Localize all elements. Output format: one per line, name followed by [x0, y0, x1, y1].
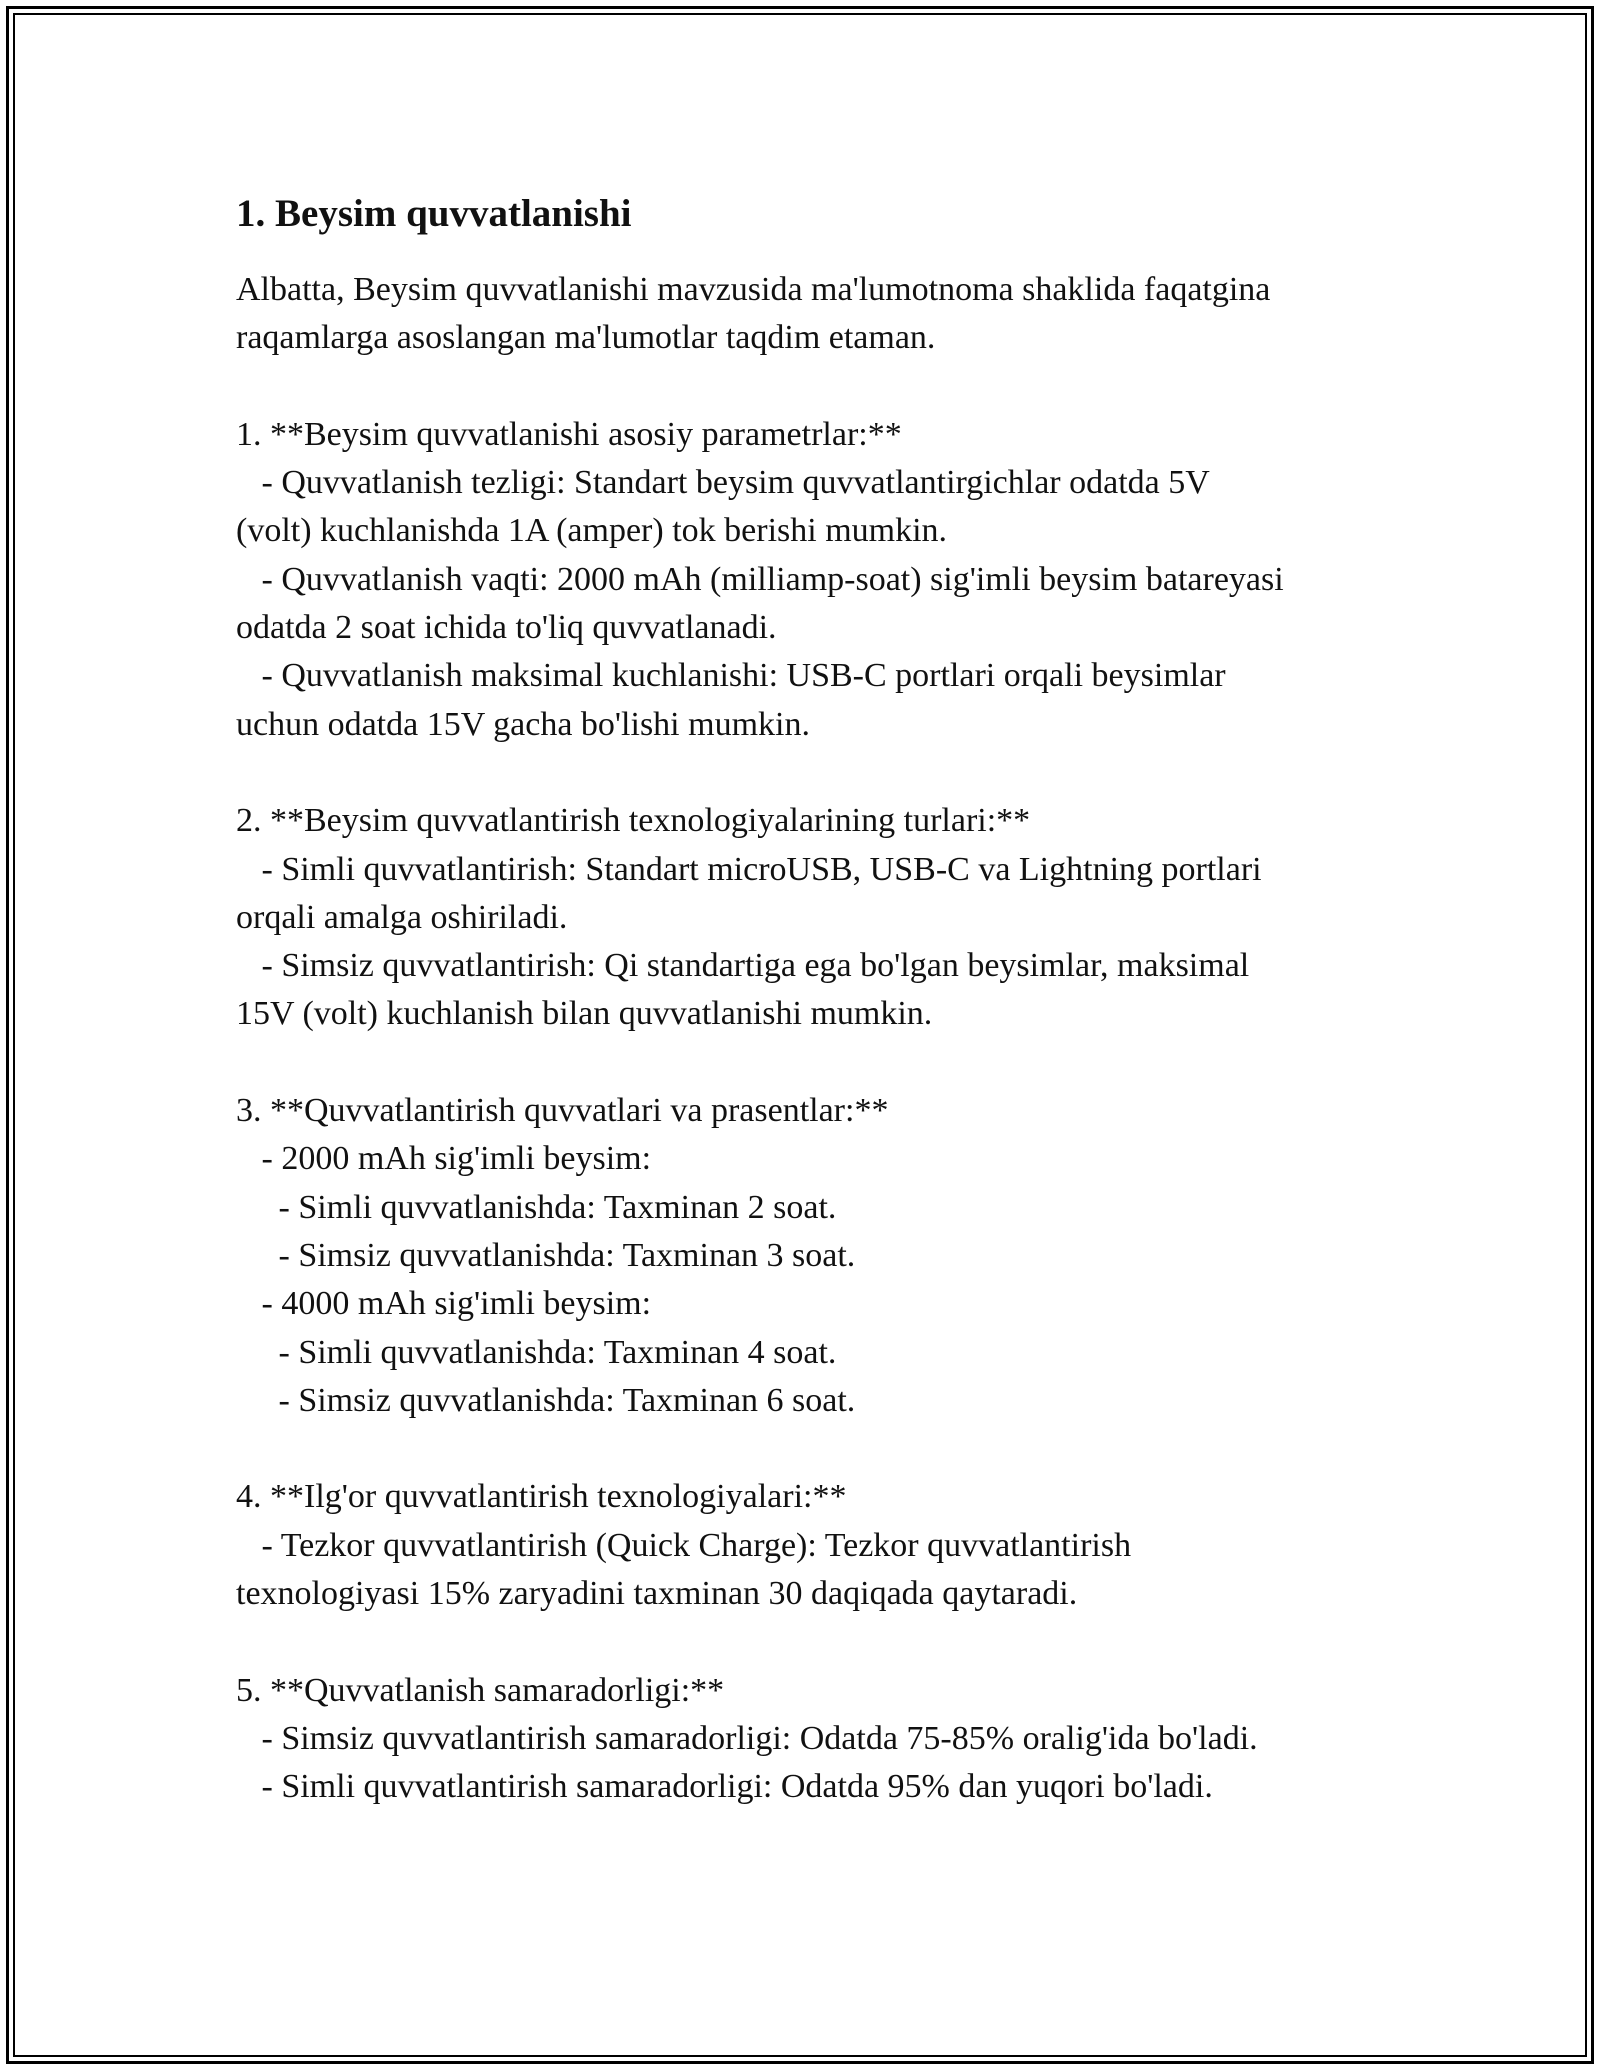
- document-heading: 1. Beysim quvvatlanishi: [236, 192, 632, 235]
- text-line: - Simsiz quvvatlanishda: Taxminan 6 soat.: [236, 1381, 856, 1419]
- document-text: [236, 266, 1416, 1812]
- text-line: orqali amalga oshiriladi.: [236, 898, 568, 936]
- blank-line: [236, 1425, 1416, 1473]
- text-line: - Simsiz quvvatlanishda: Taxminan 3 soat.: [236, 1236, 856, 1274]
- text-line: 15V (volt) kuchlanish bilan quvvatlanishi mumkin.: [236, 995, 933, 1033]
- text-line: - Quvvatlanish tezligi: Standart beysim quvvatlantirgichlar odatda 5V: [236, 464, 1210, 502]
- text-line: - Quvvatlanish vaqti: 2000 mAh (milliamp-soat) sig'imli beysim batareyasi: [236, 560, 1284, 598]
- text-line: - Quvvatlanish maksimal kuchlanishi: USB-C portlari orqali beysimlar: [236, 657, 1226, 695]
- text-line: 4. **Ilg'or quvvatlantirish texnologiyalari:**: [236, 1478, 847, 1516]
- document-body: [236, 188, 1416, 1812]
- text-line: Albatta, Beysim quvvatlanishi mavzusida ma'lumotnoma shaklida faqatgina: [236, 271, 1271, 308]
- text-line: - 4000 mAh sig'imli beysim:: [236, 1285, 652, 1323]
- text-line: - Simli quvvatlanishda: Taxminan 4 soat.: [236, 1333, 837, 1371]
- text-line: - 2000 mAh sig'imli beysim:: [236, 1140, 652, 1178]
- text-line: texnologiyasi 15% zaryadini taxminan 30 daqiqada qaytaradi.: [236, 1575, 1078, 1613]
- text-line: - Simli quvvatlanishda: Taxminan 2 soat.: [236, 1188, 837, 1226]
- blank-line: [236, 363, 1416, 411]
- text-line: - Simli quvvatlantirish samaradorligi: Odatda 95% dan yuqori bo'ladi.: [236, 1768, 1213, 1806]
- text-line: 2. **Beysim quvvatlantirish texnologiyalarining turlari:**: [236, 802, 1031, 840]
- text-line: (volt) kuchlanishda 1A (amper) tok berishi mumkin.: [236, 512, 948, 550]
- text-line: 1. **Beysim quvvatlanishi asosiy parametrlar:**: [236, 415, 902, 453]
- text-line: uchun odatda 15V gacha bo'lishi mumkin.: [236, 705, 810, 743]
- text-line: - Simsiz quvvatlantirish samaradorligi: Odatda 75-85% oralig'ida bo'ladi.: [236, 1719, 1258, 1757]
- text-line: - Simsiz quvvatlantirish: Qi standartiga ega bo'lgan beysimlar, maksimal: [236, 947, 1250, 985]
- blank-line: [236, 1039, 1416, 1087]
- text-line: - Tezkor quvvatlantirish (Quick Charge): Tezkor quvvatlantirish: [236, 1526, 1132, 1564]
- text-line: 3. **Quvvatlantirish quvvatlari va prasentlar:**: [236, 1092, 889, 1130]
- blank-line: [236, 1618, 1416, 1666]
- text-line: odatda 2 soat ichida to'liq quvvatlanadi.: [236, 609, 777, 647]
- text-line: raqamlarga asoslangan ma'lumotlar taqdim etaman.: [236, 319, 936, 357]
- blank-line: [236, 749, 1416, 797]
- text-line: 5. **Quvvatlanish samaradorligi:**: [236, 1671, 725, 1709]
- text-line: - Simli quvvatlantirish: Standart microUSB, USB-C va Lightning portlari: [236, 850, 1262, 888]
